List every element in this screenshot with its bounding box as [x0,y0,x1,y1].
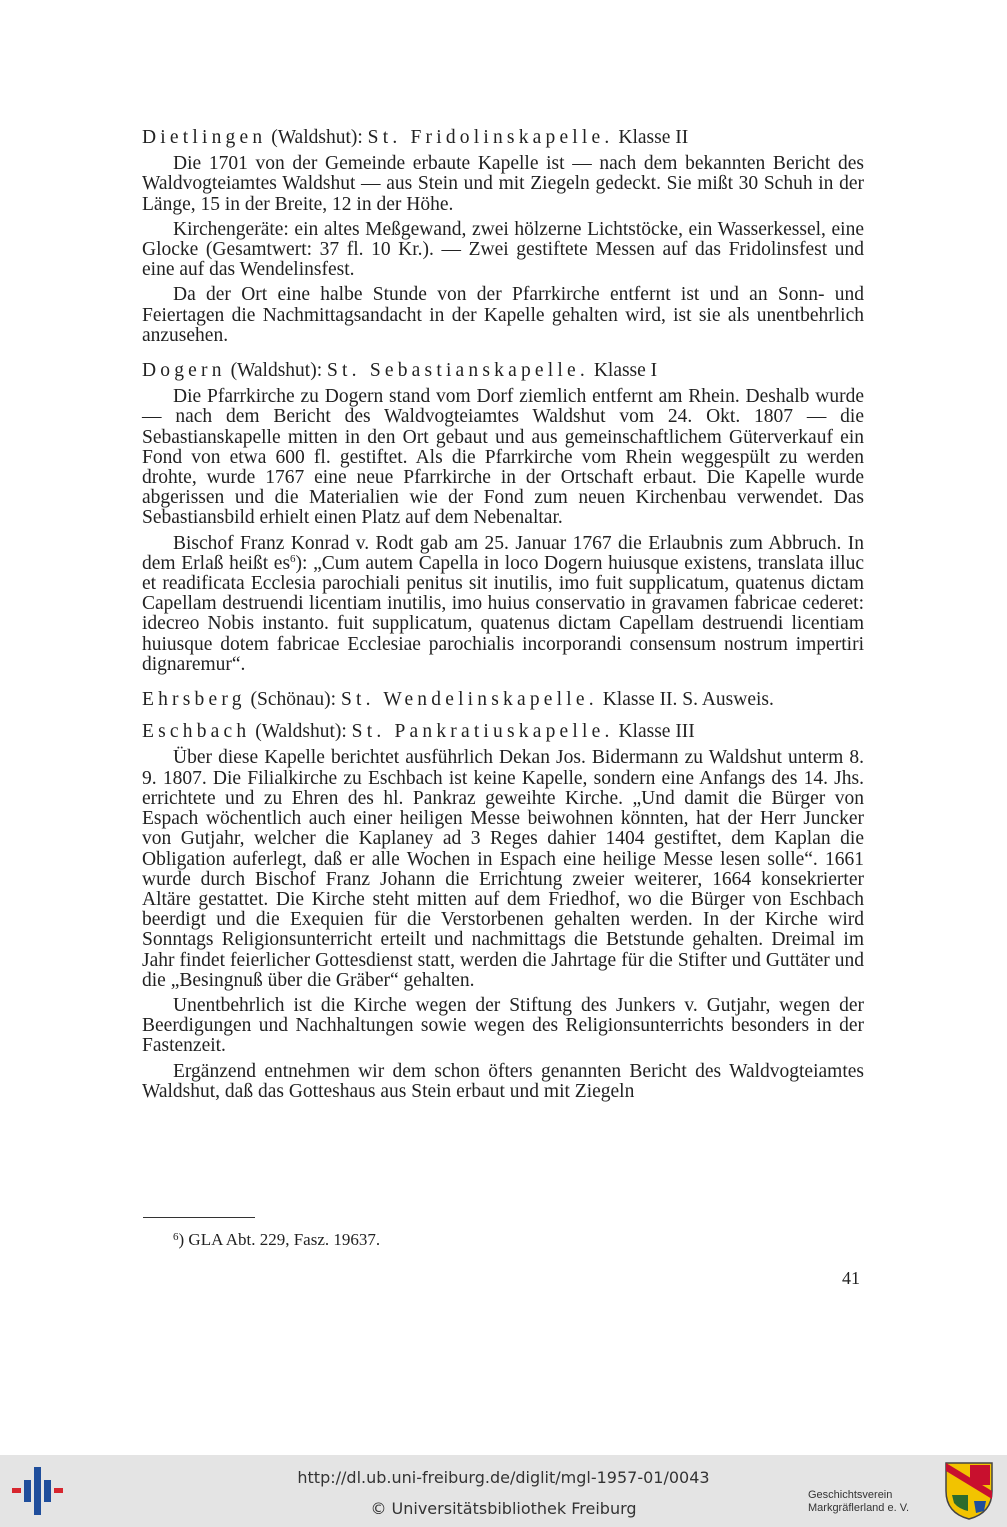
chapel-name: St. Sebastianskapelle. [327,360,589,382]
place-name: Dogern [142,360,226,382]
paragraph-text: ): „Cum autem Capella in loco Dogern huiusque existens, translata illuc et readificata Ecclesia parochiali penitus sit inutilis, imo fuit supplicatum, quatenus dictam Capellam destruendi licentiam inutilis, imo huius conservatio in gravamen fabricae cederet: idecreo Nobis instanto. fuit supplicatum, quatenus dictam Capellam destruendi licentiam huiusque dotem fabricae Ecclesiae parochialis incorporandi consensum nostrum impertiri dignaremur“. [142,552,864,675]
entry-heading-eschbach [142,722,864,742]
chapel-name: St. Pankratiuskapelle. [351,721,614,743]
entry-heading-dietlingen [142,128,864,148]
paragraph: Über diese Kapelle berichtet ausführlich Dekan Jos. Bidermann zu Waldshut unterm 8. 9. 1807. Die Filialkirche zu Eschbach ist keine Kapelle, sondern eine Anfangs des 14. Jhs. errichtete und zu Ehren des hl. Pankraz geweihte Kirche. „Und damit die Bürger von Espach wöchentlich auch einer heiligen Messe beiwohnen könnten, hat der Herr Juncker von Gutjahr, welcher die Kaplaney ad 3 Reges dahier 1404 gestiftet, dem Kaplan die Obligation auferlegt, daß er alle Wochen in Espach eine heilige Messe lesen solle“. 1661 wurde durch Bischof Franz Johann die Errichtung zweier weiterer, 1664 konsekrierter Altäre gestattet. Die Kirche steht mitten auf dem Friedhof, wo die Bürger von Eschbach beerdigt und die Exequien für die Verstorbenen gehalten werden. In der Kirche wird Sonntags Religionsunterricht erteilt und nachmittags die Betstunde gehalten. Dreimal im Jahr findet feierlicher Gottesdienst statt, werden die Jahrtage für die Stifter und Guttäter und die „Besingnuß über die Gräber“ gehalten. [142,747,864,991]
footnote-marker: 6 [290,552,296,565]
footnote-rule [143,1217,255,1218]
page-number: 41 [842,1268,860,1288]
class-label: Klasse III [618,721,695,743]
viewer-footer-bar [0,1455,1007,1527]
place-name: Ehrsberg [142,689,246,711]
paragraph: Die Pfarrkirche zu Dogern stand vom Dorf ziemlich entfernt am Rhein. Deshalb wurde — nach dem Bericht des Waldvogteiamtes Waldshut vom 24. Okt. 1807 — die Sebastianskapelle mitten in den Ort gebaut und aus gemeinschaftlichem Güterverkauf ein Fond von etwa 600 fl. gestiftet. Als die Pfarrkirche vom Rhein weggespült zu werden drohte, wurde 1767 eine neue Pfarrkirche in der Ortschaft erbaut. Die Kapelle wurde abgerissen und die Materialien wie der Fond zum neuen Kirchenbau verwendet. Das Sebastiansbild erhielt einen Platz auf dem Nebenaltar. [142,386,864,529]
chapel-name: St. Wendelinskapelle. [340,689,598,711]
entry-heading-ehrsberg [142,690,864,710]
footnote-marker: 6 [173,1231,179,1243]
paragraph-text: Bischof Franz Konrad v. Rodt gab am 25. Januar 1767 die Erlaubnis zum Abbruch. In dem Erlaß heißt es [142,532,864,574]
paragraph: Die 1701 von der Gemeinde erbaute Kapelle ist — nach dem bekannten Bericht des Waldvogteiamtes Waldshut — aus Stein und mit Ziegeln gedeckt. Sie mißt 30 Schuh in der Länge, 15 in der Breite, 12 in der Höhe. [142,153,864,215]
page-body [142,128,864,1107]
paragraph: Unentbehrlich ist die Kirche wegen der Stiftung des Junkers v. Gutjahr, wegen der Beerdigungen und Nachhaltungen sowie wegen des Religionsunterrichts besonders in der Fastenzeit. [142,994,864,1057]
class-label: Klasse I [593,360,658,382]
district: (Waldshut): [255,721,347,743]
paragraph: Kirchengeräte: ein altes Meßgewand, zwei hölzerne Lichtstöcke, ein Wasserkessel, eine Glocke (Gesamtwert: 37 fl. 10 Kr.). — Zwei gestiftete Messen auf das Fridolinsfest und eine auf das Wendelinsfest. [142,218,864,281]
permalink-url[interactable]: http://dl.ub.uni-freiburg.de/diglit/mgl-1957-01/0043 [297,1468,710,1487]
class-label: Klasse II [618,127,689,148]
paragraph-with-footnote [142,534,864,675]
place-name: Eschbach [142,721,251,743]
district: (Schönau): [250,689,337,711]
paragraph: Da der Ort eine halbe Stunde von der Pfarrkirche entfernt ist und an Sonn- und Feiertagen die Nachmittagsandacht in der Kapelle gehalten wird, ist sie als unentbehrlich anzusehen. [142,284,864,346]
district: (Waldshut): [271,127,363,148]
district: (Waldshut): [230,360,323,382]
society-name [808,1489,909,1515]
class-label: Klasse II. S. Ausweis. [602,689,774,711]
entry-heading-dogern [142,361,864,381]
chapel-name: St. Fridolinskapelle. [367,127,614,148]
footnote [173,1227,380,1250]
society-line: Markgräflerland e. V. [808,1502,910,1514]
paragraph: Ergänzend entnehmen wir dem schon öfters genannten Bericht des Waldvogteiamtes Waldshut, daß das Gotteshaus aus Stein erbaut und mit Ziegeln [142,1060,864,1102]
copyright-notice: © Universitätsbibliothek Freiburg [370,1499,637,1518]
place-name: Dietlingen [142,127,267,148]
footnote-text: ) GLA Abt. 229, Fasz. 19637. [178,1230,381,1249]
coat-of-arms-icon[interactable] [944,1461,994,1521]
society-line: Geschichtsverein [808,1489,893,1501]
